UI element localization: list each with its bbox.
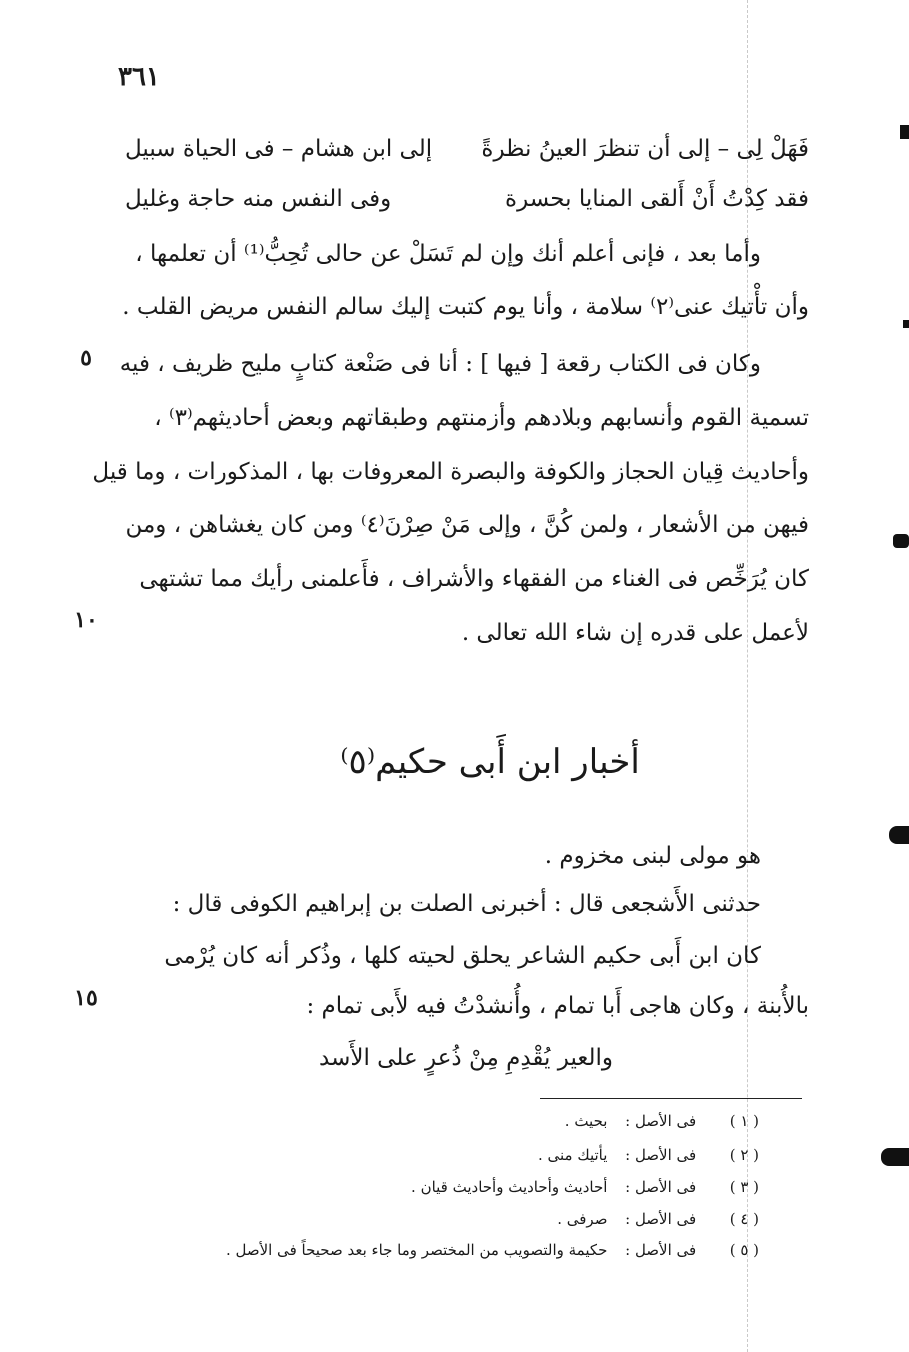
footnote-rule	[540, 1098, 802, 1099]
text-line: كان ابن أَبى حكيم الشاعر يحلق لحيته كلها ، وذُكر أنه كان يُرْمى	[164, 943, 761, 969]
text-line: بالأُبنة ، وكان هاجى أَبا تمام ، وأُنشدْتُ فيه لأَبى تمام :	[306, 993, 809, 1019]
footnote-text: يأتيك منى .	[537, 1146, 608, 1164]
footnote-text: بحيث .	[564, 1112, 608, 1130]
text-line: وكان فى الكتاب رقعة [ فيها ] : أنا فى صَنْعة كتابٍ مليح ظريف ، فيه	[119, 351, 761, 377]
footnote-number: ( ٣ )	[729, 1178, 759, 1196]
text-line: تسمية القوم وأنسابهم وبلادهم وأزمنتهم وطبقاتهم وبعض أحاديثهم⁽٣⁾ ،	[154, 405, 809, 431]
footnote-number: ( ٥ )	[729, 1241, 759, 1259]
scan-mark	[900, 125, 909, 139]
text-line: فيهن من الأشعار ، ولمن كُنَّ ، وإلى مَنْ صِرْنَ⁽٤⁾ ومن كان يغشاهن ، ومن	[125, 512, 809, 538]
text-line: وأحاديث قِيان الحجاز والكوفة والبصرة المعروفات بها ، المذكورات ، وما قيل	[92, 459, 809, 485]
margin-line-number: ١٥	[74, 985, 98, 1011]
verse-hemistich-right: فَهَلْ لِى – إلى أن تنظرَ العينُ نظرةً	[481, 136, 809, 162]
footnote	[226, 1241, 759, 1259]
footnote-source: فى الأصل :	[625, 1146, 697, 1164]
footnote-source: فى الأصل :	[625, 1112, 697, 1130]
text-line: وأما بعد ، فإنى أعلم أنك وإن لم تَسَلْ عن حالى تُحِبُّ⁽¹⁾ أن تعلمها ،	[135, 241, 761, 267]
text-line: حدثنى الأَشجعى قال : أخبرنى الصلت بن إبراهيم الكوفى قال :	[172, 891, 761, 917]
footnote-text: حكيمة والتصويب من المختصر وما جاء بعد صحيحاً فى الأصل .	[225, 1241, 608, 1259]
footnote	[411, 1178, 759, 1196]
text-line: لأعمل على قدره إن شاء الله تعالى .	[461, 620, 809, 646]
text-line: هو مولى لبنى مخزوم .	[544, 843, 761, 869]
footnote	[557, 1210, 759, 1228]
text-line: وأن تأْتيك عنى⁽٢⁾ سلامة ، وأنا يوم كتبت إليك سالم النفس مريض القلب .	[122, 294, 809, 320]
footnote-number: ( ٢ )	[729, 1146, 759, 1164]
verse-hemistich-left: إلى ابن هشام – فى الحياة سبيل	[125, 136, 433, 162]
section-heading: أخبار ابن أَبى حكيم⁽٥⁾	[340, 742, 640, 782]
footnote-source: فى الأصل :	[625, 1178, 697, 1196]
page-number: ٣٦١	[118, 62, 160, 92]
footnote	[538, 1146, 759, 1164]
margin-line-number: ٥	[80, 345, 92, 371]
verse-hemistich-left: وفى النفس منه حاجة وغليل	[125, 186, 392, 212]
footnote-source: فى الأصل :	[625, 1241, 697, 1259]
verse-line: والعير يُقْدِمِ مِنْ ذُعرٍ على الأَسد	[319, 1045, 613, 1071]
footnote-text: صرفى .	[557, 1210, 608, 1228]
margin-line-number: ١٠	[74, 607, 98, 633]
footnote-source: فى الأصل :	[625, 1210, 697, 1228]
footnote-number: ( ١ )	[729, 1112, 759, 1130]
scan-mark	[889, 826, 909, 844]
verse-hemistich-right: فقد كِدْتُ أَنْ أَلقى المنايا بحسرة	[505, 186, 809, 212]
scan-mark	[893, 534, 909, 548]
footnote	[565, 1112, 759, 1130]
footnote-number: ( ٤ )	[729, 1210, 759, 1228]
scan-mark	[903, 320, 909, 328]
scan-mark	[881, 1148, 909, 1166]
text-line: كان يُرَخِّص فى الغناء من الفقهاء والأشراف ، فأَعلمنى رأيك مما تشتهى	[139, 566, 809, 592]
footnote-text: أحاديث وأحاديث وأحاديث قيان .	[411, 1178, 608, 1196]
